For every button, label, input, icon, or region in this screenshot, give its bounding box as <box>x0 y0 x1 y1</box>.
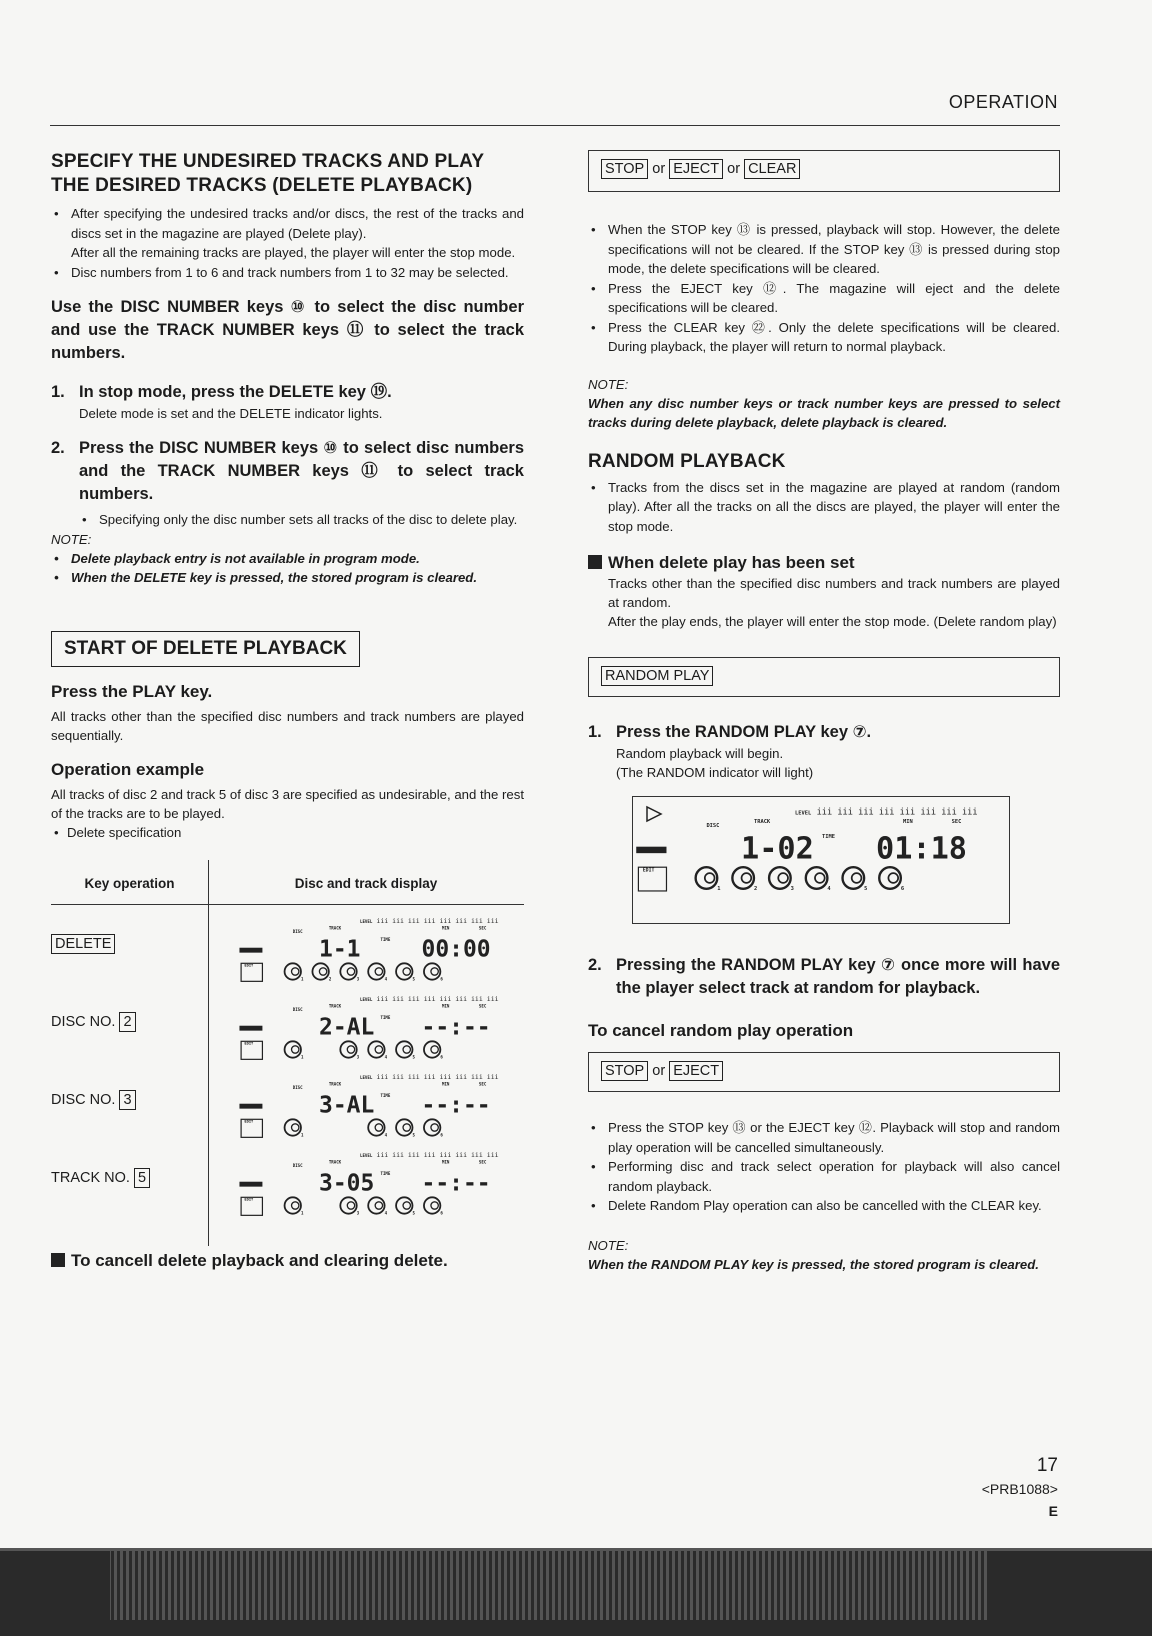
start-section-title: START OF DELETE PLAYBACK <box>51 631 360 667</box>
start-section <box>51 631 524 1273</box>
random-note: When the RANDOM PLAY key is pressed, the stored program is cleared. <box>588 1256 1039 1272</box>
delete-note-list <box>51 549 524 587</box>
disc-number-label: 5 <box>412 976 415 982</box>
time-readout: --:-- <box>421 1170 491 1197</box>
delete-play-set-heading: When delete play has been set <box>588 552 1060 574</box>
track-label: TRACK <box>328 925 342 931</box>
key-operation-cell <box>51 1168 150 1188</box>
language-code: E <box>1048 1503 1058 1519</box>
delete-step-1-sub: Delete mode is set and the DELETE indicator lights. <box>79 406 383 421</box>
intro-bullet-1: • After specifying the undesired tracks and/or discs, the rest of the tracks and discs set in the magazine are played (Delete play). After all the remaining tracks are played, the player will enter the stop mode. <box>51 204 524 263</box>
disc-label: DISC <box>292 1162 303 1168</box>
random-step-1: 1. Press the RANDOM PLAY key ⑦. <box>588 723 872 741</box>
disc-number-label: 4 <box>384 1054 388 1060</box>
cancel-delete-heading: To cancell delete playback and clearing delete. <box>51 1250 524 1272</box>
random-title: RANDOM PLAYBACK <box>588 450 786 472</box>
disc-hub-icon <box>888 873 898 883</box>
stop-note-label: NOTE: <box>588 376 629 392</box>
key-name: DELETE <box>51 934 115 954</box>
step-text: Press the DISC NUMBER keys ⑩ to select disc numbers and the TRACK NUMBER keys ⑪ to select track numbers. <box>79 439 524 503</box>
lcd-display-1 <box>237 910 537 986</box>
random-play-key: RANDOM PLAY <box>601 666 713 686</box>
disc-hub-icon <box>403 1046 410 1053</box>
level-label: LEVEL <box>360 1153 373 1159</box>
disc-number-label: 3 <box>790 885 794 892</box>
key-name: 5 <box>134 1168 150 1188</box>
stop-bullet-3: • Press the CLEAR key ㉒. Only the delete specifications will be cleared. During playback, the player will return to normal playback. <box>588 318 1060 357</box>
delete-lead-instruction: Use the DISC NUMBER keys ⑩ to select the disc number and use the TRACK NUMBER keys ⑪ to select the track numbers. <box>51 298 524 362</box>
cancel-random-list <box>588 1118 1060 1216</box>
example-list <box>51 823 524 843</box>
disc-number-label: 1 <box>300 1054 304 1060</box>
cancel-bullet-2: • Performing disc and track select operation for playback will also cancel random playback. <box>588 1157 1060 1196</box>
intro-bullet-2: • Disc numbers from 1 to 6 and track numbers from 1 to 32 may be selected. <box>51 263 524 283</box>
disc-hub-icon <box>292 1046 299 1053</box>
key-label: DISC NO. <box>51 1014 120 1030</box>
level-label: LEVEL <box>795 810 812 817</box>
delete-step-2 <box>51 437 524 506</box>
key-label: TRACK NO. <box>51 1170 134 1186</box>
disc-hub-icon <box>347 1202 354 1209</box>
disc-number-label: 3 <box>356 1054 360 1060</box>
disc-hub-icon <box>431 1046 438 1053</box>
time-label: TIME <box>380 1015 391 1021</box>
delete-note-label: NOTE: <box>51 531 92 547</box>
step-number: 1. <box>51 383 65 401</box>
key-operation-cell <box>51 1090 136 1110</box>
disc-hub-icon <box>778 873 788 883</box>
page-number: 17 <box>1036 1455 1058 1476</box>
disc-hub-icon <box>431 968 438 975</box>
time-label: TIME <box>822 834 835 841</box>
disc-hub-icon <box>815 873 825 883</box>
example-row <box>51 1066 524 1142</box>
disc-label: DISC <box>292 928 303 934</box>
sec-label: SEC <box>478 1003 487 1009</box>
random-lcd-display <box>632 796 1010 924</box>
disc-hub-icon <box>431 1202 438 1209</box>
disc-hub-icon <box>347 1046 354 1053</box>
time-readout: 00:00 <box>421 936 491 963</box>
disc-number-label: 5 <box>412 1132 415 1138</box>
disc-track-readout: 1-02 <box>741 831 814 867</box>
disc-track-readout: 3-AL <box>319 1092 375 1119</box>
lcd-display-2 <box>237 988 537 1064</box>
disc-label: DISC <box>292 1006 303 1012</box>
sec-label: SEC <box>478 925 487 931</box>
disc-number-label: 6 <box>440 1054 443 1060</box>
mode-indicator <box>239 1026 262 1031</box>
disc-hub-icon <box>319 968 326 975</box>
disc-number-label: 1 <box>717 885 721 892</box>
edit-label: EDIT <box>642 867 655 874</box>
step-text: In stop mode, press the DELETE key ⑲. <box>79 383 392 401</box>
example-row <box>51 1144 524 1220</box>
col-key-operation: Key operation <box>84 876 175 891</box>
disc-number-label: 4 <box>827 885 831 892</box>
disc-label: DISC <box>706 823 720 830</box>
table-header-rule <box>51 904 524 905</box>
disc-hub-icon <box>292 1124 299 1131</box>
track-label: TRACK <box>328 1159 342 1165</box>
delete-step-1 <box>51 381 524 404</box>
time-readout: --:-- <box>421 1014 491 1041</box>
disc-number-label: 6 <box>900 885 905 892</box>
disc-hub-icon <box>375 1124 382 1131</box>
lcd-display-3 <box>237 1066 537 1142</box>
random-list <box>588 478 1060 537</box>
sec-label: SEC <box>951 818 962 825</box>
delete-play-set-p1: Tracks other than the specified disc numbers and track numbers are played at random. <box>608 576 1060 610</box>
disc-number-label: 5 <box>412 1054 415 1060</box>
disc-hub-icon <box>375 1202 382 1209</box>
disc-hub-icon <box>292 1202 299 1209</box>
level-label: LEVEL <box>360 997 373 1003</box>
sec-label: SEC <box>478 1159 487 1165</box>
sec-label: SEC <box>478 1081 487 1087</box>
stop-eject-clear-keys: STOP or EJECT or CLEAR <box>588 150 1060 192</box>
disc-track-readout: 2-AL <box>319 1014 375 1041</box>
example-row <box>51 988 524 1064</box>
key-name: 3 <box>119 1090 135 1110</box>
random-step-2: 2. Pressing the RANDOM PLAY key ⑦ once more will have the player select track at random for playback. <box>588 956 1060 997</box>
example-heading: Operation example <box>51 759 205 779</box>
key-operation-cell <box>51 1012 136 1032</box>
mode-indicator <box>239 1182 262 1187</box>
disc-number-label: 5 <box>864 885 868 892</box>
disc-hub-icon <box>403 1202 410 1209</box>
mode-indicator <box>239 948 262 953</box>
disc-track-readout: 1-1 <box>319 936 361 963</box>
edit-label: EDIT <box>244 963 254 968</box>
delete-play-set-p2: After the play ends, the player will enter the stop mode. (Delete random play) <box>608 614 1057 629</box>
disc-number-label: 3 <box>356 1210 360 1216</box>
disc-label: DISC <box>292 1084 303 1090</box>
col-disc-track-display: Disc and track display <box>294 876 438 891</box>
stop-note: When any disc number keys or track number keys are pressed to select tracks during delete playback, delete playback is cleared. <box>588 395 1060 430</box>
random-step-1-sub2: (The RANDOM indicator will light) <box>616 765 814 780</box>
disc-hub-icon <box>403 1124 410 1131</box>
min-label: MIN <box>442 925 450 931</box>
play-icon <box>647 807 661 821</box>
stop-list <box>588 220 1060 357</box>
delete-section-title <box>51 150 524 198</box>
step-2-bullet: • Specifying only the disc number sets all tracks of the disc to delete play. <box>79 510 524 530</box>
cancel-bullet-3: • Delete Random Play operation can also be cancelled with the CLEAR key. <box>588 1196 1060 1216</box>
level-label: LEVEL <box>360 1075 373 1081</box>
header-rule <box>50 125 1060 126</box>
disc-number-label: 2 <box>753 885 758 892</box>
disc-hub-icon <box>375 1046 382 1053</box>
stop-key: STOP <box>601 159 648 179</box>
disc-hub-icon <box>705 873 715 883</box>
running-head: OPERATION <box>948 92 1058 112</box>
min-label: MIN <box>903 818 913 825</box>
lcd-panel <box>633 797 1009 923</box>
left-column <box>51 150 524 1272</box>
disc-number-label: 1 <box>300 1210 304 1216</box>
track-label: TRACK <box>753 818 771 825</box>
disc-number-label: 1 <box>300 976 304 982</box>
disc-hub-icon <box>742 873 752 883</box>
step-number: 2. <box>51 439 65 457</box>
key-name: 2 <box>119 1012 135 1032</box>
disc-hub-icon <box>431 1124 438 1131</box>
mode-indicator <box>636 847 666 853</box>
min-label: MIN <box>442 1081 450 1087</box>
disc-track-readout: 3-05 <box>319 1170 375 1197</box>
level-meter: iii iii iii iii iii iii iii iii <box>376 1151 499 1160</box>
key-operation-cell <box>51 934 115 954</box>
time-label: TIME <box>380 937 391 943</box>
start-desc: All tracks other than the specified disc numbers and track numbers are played sequentially. <box>51 708 524 743</box>
track-label: TRACK <box>328 1081 342 1087</box>
disc-number-label: 1 <box>300 1132 304 1138</box>
random-bullet: • Tracks from the discs set in the magazine are played at random (random play). After all the tracks on all the discs are played, the player will enter the stop mode. <box>588 478 1060 537</box>
cancel-bullet-1: • Press the STOP key ⑬ or the EJECT key ⑫. Playback will stop and random play operation will be cancelled simultaneously. <box>588 1118 1060 1157</box>
disc-hub-icon <box>375 968 382 975</box>
eject-key: EJECT <box>669 159 723 179</box>
example-bullet: • Delete specification <box>51 823 524 843</box>
time-label: TIME <box>380 1171 391 1177</box>
delete-step-2-list <box>51 510 524 530</box>
level-meter: iii iii iii iii iii iii iii iii <box>816 807 978 818</box>
random-play-key-frame <box>588 657 1060 697</box>
right-column <box>588 150 1060 1274</box>
disc-hub-icon <box>403 968 410 975</box>
lcd-display-4 <box>237 1144 537 1220</box>
disc-number-label: 6 <box>440 976 443 982</box>
page-footer <box>982 1454 1058 1522</box>
delete-note-2: • When the DELETE key is pressed, the stored program is cleared. <box>51 568 524 587</box>
eject-key: EJECT <box>669 1061 723 1081</box>
press-play-heading: Press the PLAY key. <box>51 681 213 701</box>
edit-label: EDIT <box>244 1041 254 1046</box>
disc-number-label: 3 <box>356 976 360 982</box>
example-row <box>51 910 524 986</box>
disc-number-label: 2 <box>328 976 332 982</box>
track-label: TRACK <box>328 1003 342 1009</box>
example-desc: All tracks of disc 2 and track 5 of disc 3 are specified as undesirable, and the rest of the tracks are to be played. <box>51 786 524 821</box>
level-label: LEVEL <box>360 919 373 925</box>
stop-bullet-2: • Press the EJECT key ⑫. The magazine will eject and the delete specifications will be cleared. <box>588 279 1060 318</box>
disc-number-label: 5 <box>412 1210 415 1216</box>
cancel-random-heading: To cancel random play operation <box>588 1021 854 1040</box>
random-note-label: NOTE: <box>588 1237 629 1253</box>
time-readout: --:-- <box>421 1092 491 1119</box>
disc-number-label: 6 <box>440 1210 443 1216</box>
disc-number-label: 4 <box>384 976 388 982</box>
delete-intro-list <box>51 204 524 282</box>
level-meter: iii iii iii iii iii iii iii iii <box>376 1073 499 1082</box>
title-line-1: SPECIFY THE UNDESIRED TRACKS AND PLAY <box>51 151 485 172</box>
model-code: <PRB1088> <box>981 1481 1058 1497</box>
level-meter: iii iii iii iii iii iii iii iii <box>376 917 499 926</box>
square-bullet-icon <box>51 1253 65 1267</box>
mode-indicator <box>239 1104 262 1109</box>
min-label: MIN <box>442 1003 450 1009</box>
key-label: DISC NO. <box>51 1092 120 1108</box>
title-line-2: THE DESIRED TRACKS (DELETE PLAYBACK) <box>51 175 473 196</box>
time-readout: 01:18 <box>876 831 968 867</box>
delete-note-1: • Delete playback entry is not available in program mode. <box>51 549 524 568</box>
stop-eject-keys: STOP or EJECT <box>588 1052 1060 1092</box>
scan-edge-artifact <box>0 1548 1152 1636</box>
edit-label: EDIT <box>244 1197 254 1202</box>
level-meter: iii iii iii iii iii iii iii iii <box>376 995 499 1004</box>
disc-hub-icon <box>347 968 354 975</box>
time-label: TIME <box>380 1093 391 1099</box>
clear-key: CLEAR <box>744 159 800 179</box>
disc-number-label: 4 <box>384 1210 388 1216</box>
disc-hub-icon <box>852 873 862 883</box>
disc-hub-icon <box>292 968 299 975</box>
min-label: MIN <box>442 1159 450 1165</box>
disc-number-label: 4 <box>384 1132 388 1138</box>
stop-bullet-1: • When the STOP key ⑬ is pressed, playback will stop. However, the delete specifications will not be cleared. If the STOP key ⑬ is pressed during stop mode, the delete specifications will be cleared. <box>588 220 1060 279</box>
square-bullet-icon <box>588 555 602 569</box>
random-step-1-sub1: Random playback will begin. <box>616 746 784 761</box>
disc-number-label: 6 <box>440 1132 443 1138</box>
edit-label: EDIT <box>244 1119 254 1124</box>
stop-key: STOP <box>601 1061 648 1081</box>
operation-example-table <box>51 860 524 1246</box>
